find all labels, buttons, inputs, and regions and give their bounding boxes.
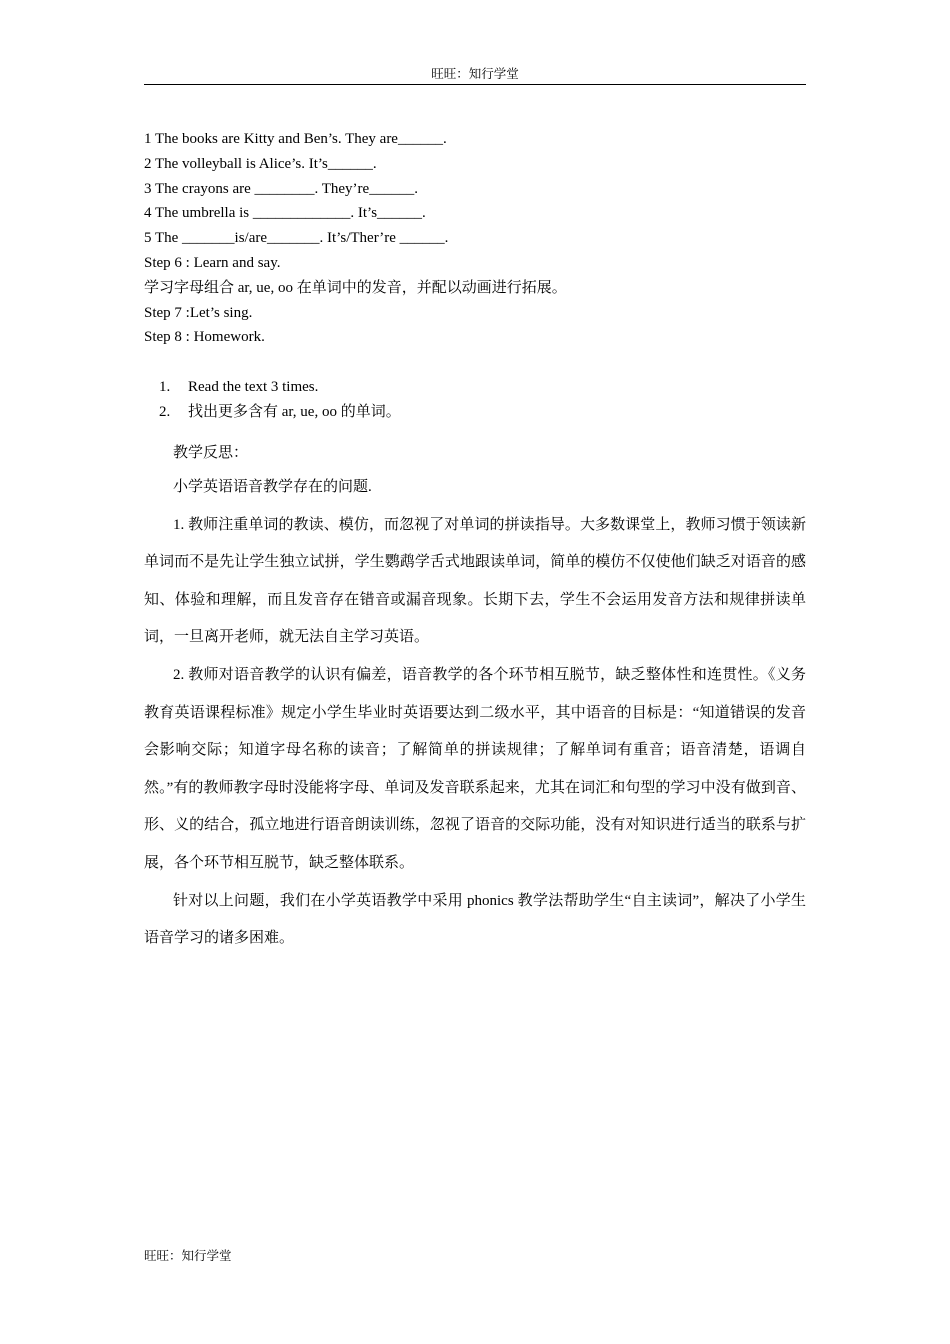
homework-item-text: 找出更多含有 ar, ue, oo 的单词。 bbox=[188, 403, 401, 420]
reflection-subtitle: 小学英语语音教学存在的问题. bbox=[173, 479, 372, 495]
exercise-line-1: 1 The books are Kitty and Ben’s. They are______. bbox=[144, 131, 447, 147]
page-header bbox=[144, 66, 806, 85]
homework-item-1 bbox=[144, 350, 806, 395]
exercise-line-5: 5 The _______is/are_______. It’s/Ther’re ______. bbox=[144, 230, 449, 247]
step6-title: Step 6 : Learn and say. bbox=[144, 254, 281, 271]
footer-text: 旺旺：知行学堂 bbox=[144, 1249, 232, 1263]
reflection-section bbox=[144, 438, 806, 958]
page-footer bbox=[144, 1248, 232, 1264]
header-text: 旺旺：知行学堂 bbox=[431, 67, 519, 81]
reflection-paragraph-2: 2. 教师对语音教学的认识有偏差，语音教学的各个环节相互脱节，缺乏整体性和连贯性。《义务教育英语课程标准》规定小学生毕业时英语要达到二级水平，其中语音的目标是：“知道错误的发音会影响交际；知道字母名称的读音；了解简单的拼读规律；了解单词有重音；语音清楚，语调自然。”有的教师教字母时没能将字母、单词及发音联系起来，尤其在词汇和句型的学习中没有做到音、形、义的结合，孤立地进行语音朗读训练，忽视了语音的交际功能，没有对知识进行适当的联系与扩展，各个环节相互脱节，缺乏整体联系。 bbox=[144, 666, 806, 871]
exercise-line-2: 2 The volleyball is Alice’s. It’s______. bbox=[144, 155, 377, 172]
homework-item-number: 1. bbox=[159, 378, 171, 395]
step8-title: Step 8 : Homework. bbox=[144, 329, 265, 346]
homework-item-number: 2. bbox=[159, 403, 171, 420]
exercise-line-3: 3 The crayons are ________. They’re______. bbox=[144, 180, 418, 197]
homework-item-text: Read the text 3 times. bbox=[188, 378, 319, 395]
reflection-paragraph-3: 针对以上问题，我们在小学英语教学中采用 phonics 教学法帮助学生“自主读词”，解决了小学生语音学习的诸多困难。 bbox=[144, 892, 806, 947]
reflection-heading: 教学反思： bbox=[173, 445, 249, 461]
exercise-block bbox=[144, 127, 806, 420]
exercise-line-4: 4 The umbrella is _____________. It’s______. bbox=[144, 205, 426, 222]
reflection-paragraph-1: 1. 教师注重单词的教读、模仿，而忽视了对单词的拼读指导。大多数课堂上，教师习惯于领读新单词而不是先让学生独立试拼，学生鹦鹉学舌式地跟读单词，简单的模仿不仅使他们缺乏对语音的感知、体验和理解，而且发音存在错音或漏音现象。长期下去，学生不会运用发音方法和规律拼读单词，一旦离开老师，就无法自主学习英语。 bbox=[144, 516, 806, 646]
step7-title: Step 7 :Let’s sing. bbox=[144, 304, 253, 321]
step6-text: 学习字母组合 ar, ue, oo 在单词中的发音，并配以动画进行拓展。 bbox=[144, 279, 567, 296]
